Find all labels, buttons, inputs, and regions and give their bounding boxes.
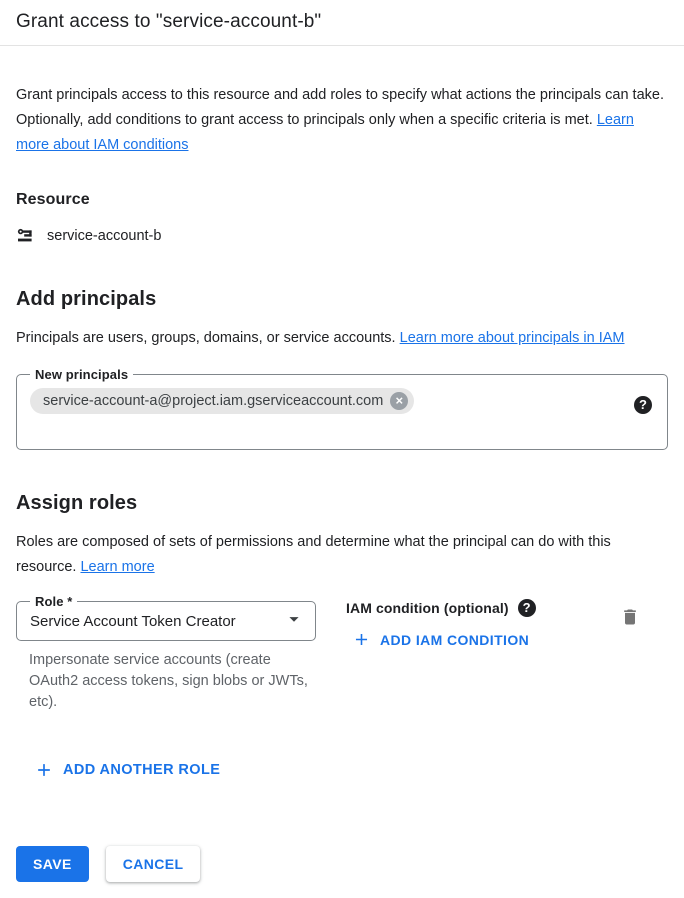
resource-row [16,226,668,246]
roles-text: Roles are composed of sets of permissions and determine what the principal can do with this resource. [16,534,611,575]
roles-learn-more-link[interactable]: Learn more [80,559,155,575]
condition-column [346,601,620,654]
chip-remove-icon[interactable]: × [390,392,408,410]
add-iam-condition-label: ADD IAM CONDITION [380,631,530,648]
add-iam-condition-button[interactable] [352,630,529,649]
condition-label-row [346,599,620,617]
delete-role-button[interactable] [620,601,640,627]
dialog-title: Grant access to "service-account-b" [16,11,322,32]
role-column [16,594,316,713]
assign-roles-heading: Assign roles [16,492,138,514]
intro-paragraph [16,83,668,158]
principals-text: Principals are users, groups, domains, or service accounts. [16,330,400,346]
add-another-role-label: ADD ANOTHER ROLE [63,762,221,778]
service-account-icon [16,226,36,246]
trash-icon [620,607,640,627]
plus-icon [352,630,371,649]
dialog-actions [16,846,668,882]
principal-chip-value: service-account-a@project.iam.gserviceaccount.com [43,393,384,409]
new-principals-label: New principals [30,366,133,383]
role-row [16,594,668,713]
intro-text: Grant principals access to this resource and add roles to specify what actions the principals can take. Optionally, add conditions to grant access to principals only when a specific criteria is met. [16,87,664,128]
role-selected-value: Service Account Token Creator [30,612,236,630]
add-another-role-button[interactable] [34,760,220,780]
dialog-body [0,83,684,898]
principals-learn-more-link[interactable]: Learn more about principals in IAM [399,330,625,346]
principal-chip[interactable] [30,388,414,414]
dialog-header [0,0,684,46]
resource-name: service-account-b [47,228,162,244]
role-select[interactable] [16,594,316,641]
principals-paragraph [16,326,668,351]
role-helper-text: Impersonate service accounts (create OAuth2 access tokens, sign blobs or JWTs, etc). [29,652,308,710]
resource-heading: Resource [16,191,90,208]
new-principals-field[interactable] [16,367,668,450]
principals-help-icon[interactable]: ? [634,396,652,414]
add-principals-heading: Add principals [16,288,157,310]
condition-label: IAM condition (optional) [346,600,509,616]
role-label: Role * [30,593,77,610]
chevron-down-icon [283,608,305,634]
save-button[interactable]: SAVE [16,846,89,882]
plus-icon [34,760,54,780]
condition-help-icon[interactable]: ? [518,599,536,617]
iam-conditions-link[interactable]: Learn more about IAM conditions [16,112,634,153]
cancel-button[interactable]: CANCEL [106,846,201,882]
roles-paragraph [16,530,668,580]
